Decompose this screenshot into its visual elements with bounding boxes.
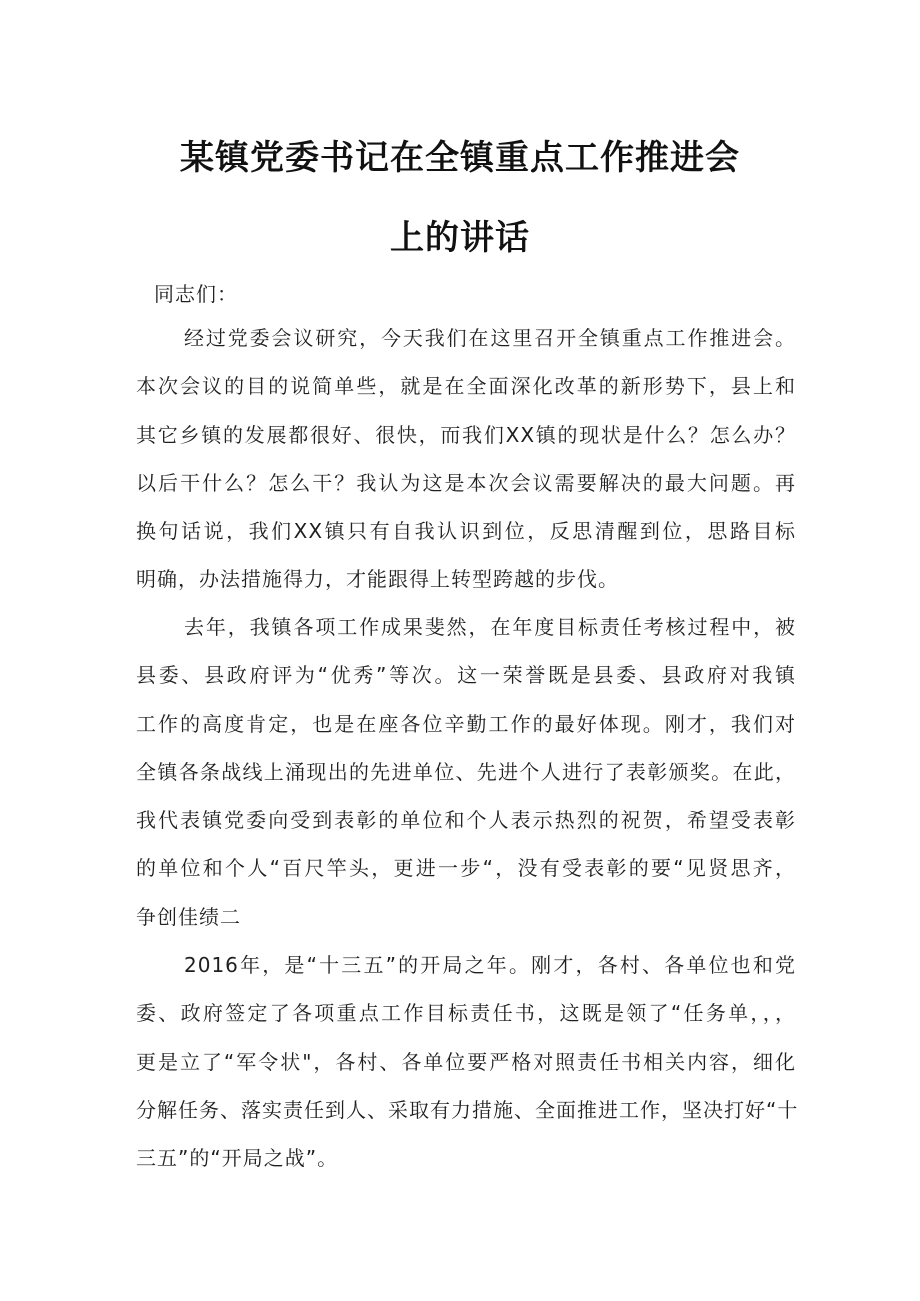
document-title-line-1: 某镇党委书记在全镇重点工作推进会	[180, 138, 740, 178]
paragraph-line: 委、政府签定了各项重点工作目标责任书，这既是领了“任务单，，，	[136, 1001, 796, 1026]
paragraph-line: 明确，办法措施得力，才能跟得上转型跨越的步伐。	[136, 567, 619, 592]
paragraph-line: 其它乡镇的发展都很好、很快，而我们XX镇的现状是什么？怎么办？	[136, 422, 796, 447]
paragraph-line: 去年，我镇各项工作成果斐然，在年度目标责任考核过程中，被	[184, 615, 796, 639]
paragraph-1	[136, 314, 796, 604]
paragraph-line: 2016年，是“十三五”的开局之年。刚才，各村、各单位也和党	[184, 953, 796, 977]
paragraph-line: 换句话说，我们XX镇只有自我认识到位，反思清醒到位，思路目标	[136, 519, 796, 544]
paragraph-line: 以后干什么？怎么干？我认为这是本次会议需要解决的最大问题。再	[136, 470, 796, 495]
document-title-line-2: 上的讲话	[390, 218, 530, 258]
paragraph-line: 工作的高度肯定，也是在座各位辛勤工作的最好体现。刚才，我们对	[136, 711, 796, 736]
paragraph-line: 分解任务、落实责任到人、采取有力措施、全面推进工作，坚决打好“十	[136, 1097, 799, 1122]
salutation: 同志们：	[154, 282, 238, 306]
paragraph-line: 更是立了“军令状"，各村、各单位要严格对照责任书相关内容，细化	[136, 1049, 796, 1074]
paragraph-line: 全镇各条战线上涌现出的先进单位、先进个人进行了表彰颁奖。在此，	[136, 759, 796, 784]
paragraph-3	[136, 941, 799, 1182]
paragraph-line: 县委、县政府评为“优秀”等次。这一荣誉既是县委、县政府对我镇	[136, 663, 796, 688]
paragraph-line: 经过党委会议研究，今天我们在这里召开全镇重点工作推进会。	[184, 326, 796, 350]
paragraph-line: 三五”的“开局之战”。	[136, 1146, 339, 1171]
paragraph-line: 本次会议的目的说简单些，就是在全面深化改革的新形势下，县上和	[136, 374, 796, 399]
paragraph-2	[136, 603, 796, 941]
paragraph-line: 我代表镇党委向受到表彰的单位和个人表示热烈的祝贺，希望受表彰	[136, 808, 796, 833]
paragraph-line: 的单位和个人“百尺竿头，更进一步“，没有受表彰的要“见贤思齐，	[136, 856, 796, 881]
paragraph-line: 争创佳绩二	[136, 904, 241, 929]
